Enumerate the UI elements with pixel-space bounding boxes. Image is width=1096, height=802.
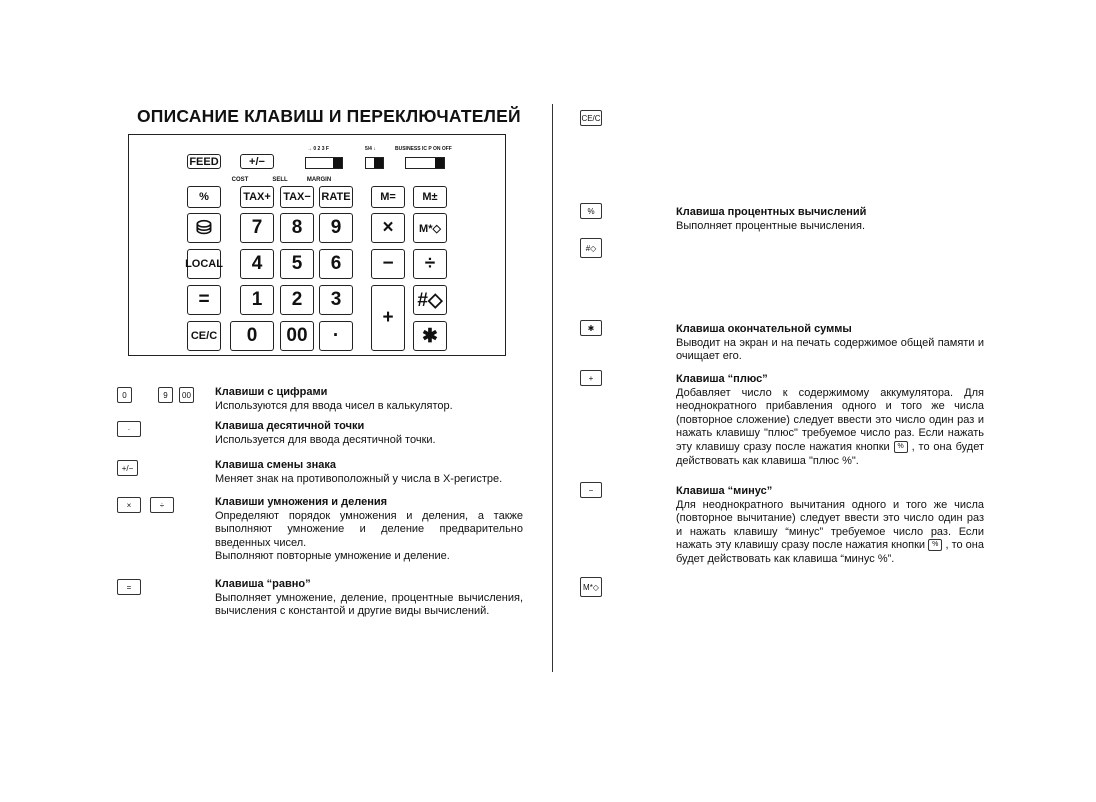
key-icon: 00 <box>179 387 194 403</box>
key-description <box>676 323 984 364</box>
digit-2-key[interactable]: 2 <box>280 285 314 315</box>
decimal-point-key[interactable]: · <box>319 321 353 351</box>
mode-switch-label: BUSINESS IC P ON OFF <box>395 146 452 152</box>
key-icon: ✱ <box>580 320 602 336</box>
percent-key-icon: % <box>928 539 942 551</box>
description-text: Выводит на экран и на печать содержимое общей памяти и очищает его. <box>676 336 984 363</box>
description-heading: Клавиша “равно” <box>215 578 311 590</box>
key-icon: · <box>117 421 141 437</box>
digit-6-key[interactable]: 6 <box>319 249 353 279</box>
key-icon: 0 <box>117 387 132 403</box>
decimal-selector-switch[interactable] <box>305 157 343 169</box>
divide-key[interactable]: ÷ <box>413 249 447 279</box>
key-description <box>215 420 523 447</box>
description-heading: Клавиша десятичной точки <box>215 420 365 432</box>
description-text-b: , то она будет действовать как клавиша "плюс %". <box>676 440 984 467</box>
digit-7-key[interactable]: 7 <box>240 213 274 243</box>
key-icon: #◇ <box>580 238 602 258</box>
rounding-switch[interactable] <box>365 157 384 169</box>
grand-total-key[interactable]: ✱ <box>413 321 447 351</box>
tax-minus-key[interactable]: TAX− <box>280 186 314 208</box>
description-heading: Клавиши умножения и деления <box>215 496 388 508</box>
key-icon: CE/C <box>580 110 602 126</box>
mode-switch[interactable] <box>405 157 445 169</box>
memory-recall-key[interactable]: M= <box>371 186 405 208</box>
key-icon: + <box>580 370 602 386</box>
margin-label: MARGIN <box>306 177 332 183</box>
description-text: Используется для ввода десятичной точки. <box>215 433 436 446</box>
description-text: Используются для ввода чисел в калькулятор. <box>215 399 453 412</box>
non-add-key[interactable]: #◇ <box>413 285 447 315</box>
digit-1-key[interactable]: 1 <box>240 285 274 315</box>
key-description <box>215 386 523 413</box>
digit-8-key[interactable]: 8 <box>280 213 314 243</box>
description-text: Выполняет умножение, деление, процентные вычисления, вычисления с константой и другие виды вычислений. <box>215 591 523 618</box>
key-description <box>215 578 523 619</box>
plus-key[interactable]: + <box>371 285 405 351</box>
description-heading: Клавиша процентных вычислений <box>676 206 867 218</box>
rate-key[interactable]: RATE <box>319 186 353 208</box>
key-icon: × <box>117 497 141 513</box>
percent-key-icon: % <box>894 441 908 453</box>
key-icon: +/− <box>117 460 138 476</box>
tax-plus-key[interactable]: TAX+ <box>240 186 274 208</box>
page-title: ОПИСАНИЕ КЛАВИШ И ПЕРЕКЛЮЧАТЕЛЕЙ <box>137 106 521 126</box>
key-icon: % <box>580 203 602 219</box>
description-text <box>676 387 984 469</box>
key-icon: 9 <box>158 387 173 403</box>
digit-3-key[interactable]: 3 <box>319 285 353 315</box>
multiply-key[interactable]: × <box>371 213 405 243</box>
memory-total-key[interactable]: M*◇ <box>413 213 447 243</box>
percent-key[interactable]: % <box>187 186 221 208</box>
description-text-a: Добавляет число к содержимому аккумулятора. Для неоднократного прибавления одного и того же числа (повторное сложение) следует ввести это число один раз и нажать клавишу "плюс" требуемое число раз. Если нажать эту клавишу сразу после нажатия кнопки <box>676 386 984 453</box>
digit-0-key[interactable]: 0 <box>230 321 274 351</box>
clear-entry-key[interactable]: CE/C <box>187 321 221 351</box>
key-icon: M*◇ <box>580 577 602 597</box>
minus-key[interactable]: − <box>371 249 405 279</box>
equals-key[interactable]: = <box>187 285 221 315</box>
subtotal-key[interactable]: ⛁ <box>187 213 221 243</box>
key-icon: − <box>580 482 602 498</box>
description-text: Определяют порядок умножения и деления, а также выполняют умножение и деление предварительно введенных чисел. <box>215 509 523 549</box>
feed-key[interactable]: FEED <box>187 154 221 169</box>
key-description <box>676 206 984 233</box>
double-zero-key[interactable]: 00 <box>280 321 314 351</box>
key-description <box>676 373 984 468</box>
digit-4-key[interactable]: 4 <box>240 249 274 279</box>
description-text <box>676 499 984 567</box>
plus-minus-key[interactable]: +/− <box>240 154 274 169</box>
digit-9-key[interactable]: 9 <box>319 213 353 243</box>
description-text-2: Выполняют повторные умножение и деление. <box>215 550 450 563</box>
calculator-keyboard-diagram <box>128 134 506 356</box>
key-description <box>215 459 523 486</box>
digit-5-key[interactable]: 5 <box>280 249 314 279</box>
memory-plus-minus-key[interactable]: M± <box>413 186 447 208</box>
key-icon: ÷ <box>150 497 174 513</box>
description-text: Меняет знак на противоположный у числа в X-регистре. <box>215 472 503 485</box>
description-heading: Клавиша “минус” <box>676 485 773 497</box>
description-heading: Клавиши с цифрами <box>215 386 328 398</box>
description-text: Выполняет процентные вычисления. <box>676 219 866 232</box>
description-text-b: , то она будет действовать как клавиша “минус %”. <box>676 539 984 565</box>
rounding-switch-label: 5/4 ↓ <box>365 146 376 152</box>
description-heading: Клавиша смены знака <box>215 459 337 471</box>
description-heading: Клавиша окончательной суммы <box>676 323 852 335</box>
description-heading: Клавиша “плюс” <box>676 373 768 385</box>
key-description <box>215 496 523 564</box>
key-description <box>676 485 984 567</box>
column-divider <box>552 104 553 672</box>
local-key[interactable]: LOCAL <box>187 249 221 279</box>
key-icon: = <box>117 579 141 595</box>
sell-label: SELL <box>272 177 288 183</box>
description-text-a: Для неоднократного вычитания одного и того же числа (повторное вычитание) следует ввести это число один раз и нажать клавишу “минус” требуемое число раз. Если нажать эту клавишу сразу после нажатия кнопки <box>676 498 984 552</box>
cost-label: COST <box>231 177 249 183</box>
decimal-switch-label: → 0 2 3 F <box>307 146 329 152</box>
